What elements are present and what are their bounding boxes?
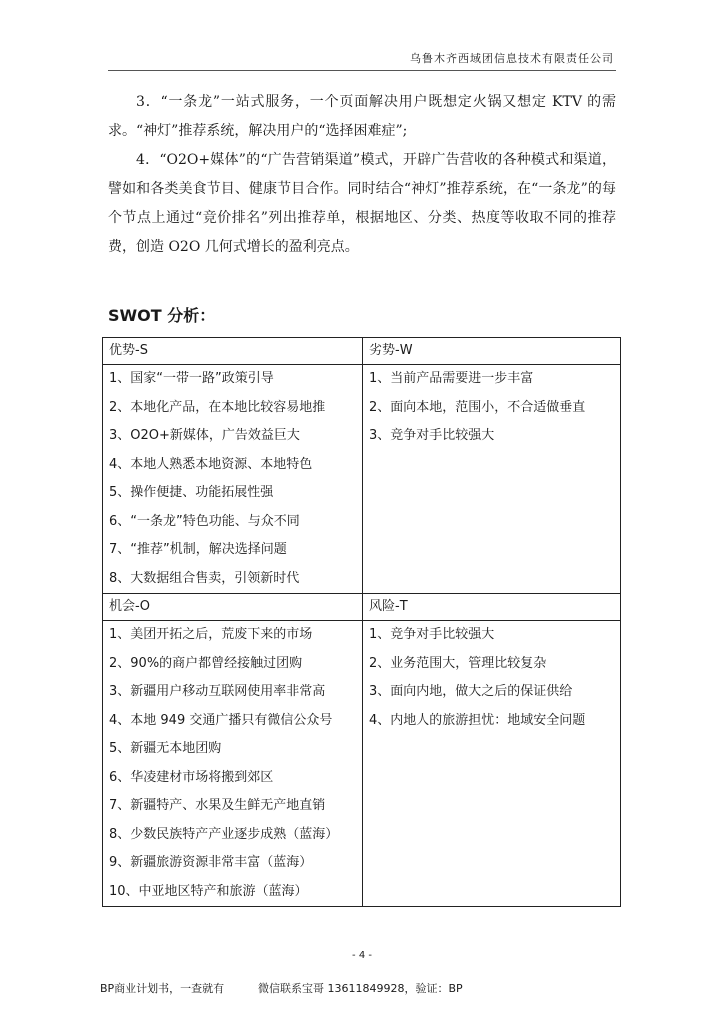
list-item: 8、大数据组合售卖，引领新时代	[109, 570, 300, 586]
list-item: 3、O2O+新媒体，广告效益巨大	[109, 428, 300, 443]
strengths-list	[103, 365, 363, 594]
list-item: 1、国家“一带一路”政策引导	[109, 371, 274, 386]
swot-table	[102, 337, 621, 907]
opportunities-header: 机会-O	[103, 594, 363, 621]
list-item: 5、新疆无本地团购	[109, 741, 222, 756]
list-item: 1、当前产品需要进一步丰富	[369, 371, 534, 386]
strengths-header: 优势-S	[103, 338, 363, 365]
swot-header-row-sw	[103, 338, 621, 365]
paragraph-4: 4．“O2O+媒体”的“广告营销渠道”模式，开辟广告营收的各种模式和渠道，譬如和各类美食节目、健康节目合作。同时结合“神灯”推荐系统，在“一条龙”的每个节点上通过“竞价排名”列出推荐单，根据地区、分类、热度等收取不同的推荐费，创造 O2O 几何式增长的盈利亮点。	[108, 152, 616, 255]
list-item: 10、中亚地区特产和旅游（蓝海）	[109, 883, 308, 899]
page-header	[108, 48, 616, 71]
body-text	[108, 88, 616, 262]
page-number: - 4 -	[352, 950, 372, 961]
list-item: 4、内地人的旅游担忧：地域安全问题	[369, 712, 586, 728]
threats-header: 风险-T	[363, 594, 621, 621]
list-item: 2、面向本地，范围小，不合适做垂直	[369, 399, 586, 415]
swot-body-row-ot	[103, 621, 621, 907]
header-company-name: 乌鲁木齐西域团信息技术有限责任公司	[410, 52, 614, 65]
swot-header-row-ot	[103, 594, 621, 621]
list-item: 2、本地化产品，在本地比较容易地推	[109, 399, 326, 415]
swot-body-row-sw	[103, 365, 621, 594]
list-item: 3、面向内地，做大之后的保证供给	[369, 684, 573, 699]
list-item: 5、操作便捷、功能拓展性强	[109, 485, 274, 500]
paragraph-3: 3．“一条龙”一站式服务，一个页面解决用户既想定火锅又想定 KTV 的需求。“神灯”推荐系统，解决用户的“选择困难症”;	[108, 94, 616, 139]
list-item: 3、新疆用户移动互联网使用率非常高	[109, 684, 326, 699]
opportunities-list	[103, 621, 363, 907]
list-item: 9、新疆旅游资源非常丰富（蓝海）	[109, 855, 313, 870]
footer-right-text: 微信联系宝哥 13611849928，验证：BP	[258, 982, 463, 995]
list-item: 3、竞争对手比较强大	[369, 428, 495, 443]
weaknesses-list	[363, 365, 621, 594]
weaknesses-header: 劣势-W	[363, 338, 621, 365]
swot-title: SWOT 分析：	[108, 306, 216, 325]
list-item: 7、“推荐”机制，解决选择问题	[109, 542, 287, 557]
threats-list	[363, 621, 621, 907]
list-item: 4、本地 949 交通广播只有微信公众号	[109, 712, 333, 728]
footer-left-text: BP商业计划书，一查就有	[100, 982, 225, 995]
list-item: 1、竞争对手比较强大	[369, 627, 495, 642]
list-item: 4、本地人熟悉本地资源、本地特色	[109, 456, 313, 472]
list-item: 1、美团开拓之后，荒废下来的市场	[109, 627, 313, 642]
list-item: 6、华凌建材市场将搬到郊区	[109, 769, 274, 785]
list-item: 7、新疆特产、水果及生鲜无产地直销	[109, 798, 326, 813]
list-item: 6、“一条龙”特色功能、与众不同	[109, 513, 300, 529]
list-item: 2、90%的商户都曾经接触过团购	[109, 655, 303, 671]
list-item: 2、业务范围大，管理比较复杂	[369, 655, 547, 671]
list-item: 8、少数民族特产产业逐步成熟（蓝海）	[109, 826, 339, 842]
